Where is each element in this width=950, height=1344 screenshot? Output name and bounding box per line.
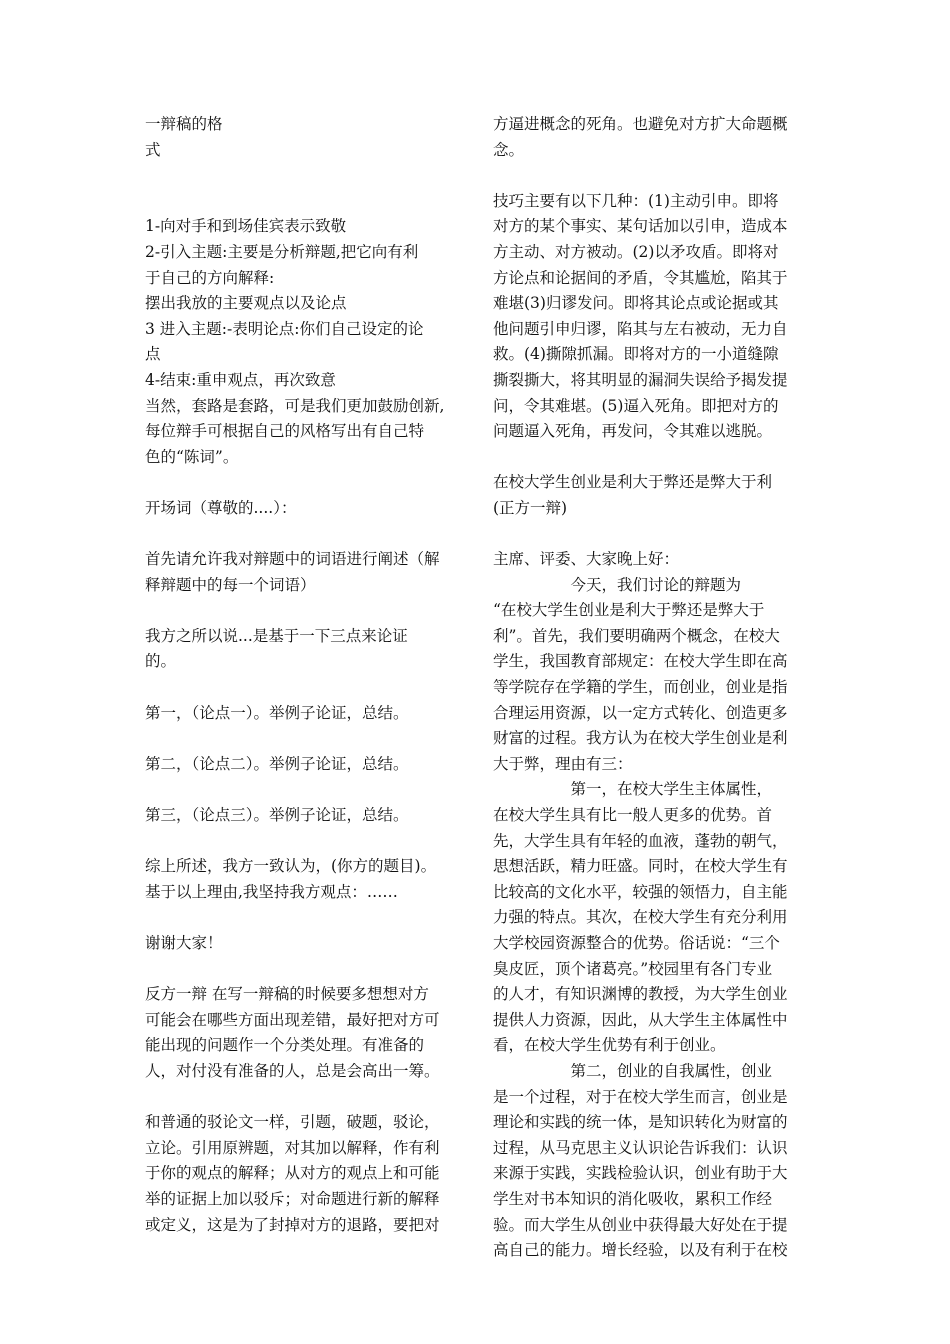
left-column-text-line: 3 进入主题:-表明论点:你们自己设定的论: [145, 319, 424, 338]
right-column-text-line: 等学院存在学籍的学生，而创业，创业是指: [493, 678, 788, 697]
left-column-blank-line: [145, 1085, 463, 1111]
left-column-text-line: 2-引入主题:主要是分析辩题,把它向有利: [145, 242, 419, 261]
right-column-text-line: 学生，我国教育部规定：在校大学生即在高: [493, 652, 788, 671]
right-column-text-line: 合理运用资源，以一定方式转化、创造更多: [493, 703, 788, 722]
left-column-text-line: 我方之所以说...是基于一下三点来论证: [145, 626, 408, 645]
left-column-text-line: 第三，（论点三）。举例子论证，总结。: [145, 806, 409, 825]
right-column-text-line: 学生对书本知识的消化吸收，累积工作经: [493, 1189, 773, 1208]
left-column-text-line: 和普通的驳论文一样，引题，破题，驳论，: [145, 1113, 440, 1132]
left-column-text-line: 综上所述，我方一致认为，(你方的题目)。: [145, 857, 437, 876]
right-column-text-line: 先，大学生具有年轻的血液，蓬勃的朝气，: [493, 831, 788, 850]
right-column-text-line: 第一，在校大学生主体属性，: [493, 780, 773, 799]
left-column-text-line: 或定义，这是为了封掉对方的退路，要把对: [145, 1215, 440, 1234]
left-column-text-line: 1-向对手和到场佳宾表示致敬: [145, 217, 347, 236]
left-column-blank-line: [145, 829, 463, 855]
right-column-text-line: 方主动、对方被动。(2)以矛攻盾。即将对: [493, 242, 779, 261]
right-column-text-line: 的人才，有知识渊博的教授，为大学生创业: [493, 985, 788, 1004]
right-column-text-line: 对方的某个事实、某句话加以引申，造成本: [493, 217, 788, 236]
right-column-text-line: (正方一辩): [493, 498, 568, 517]
left-column-text-line: 色的“陈词”。: [145, 447, 239, 466]
left-column-text-line: 第二，（论点二）。举例子论证，总结。: [145, 754, 409, 773]
left-column-text-line: 第一，（论点一）。举例子论证，总结。: [145, 703, 409, 722]
right-column-text-line: 验。而大学生从创业中获得最大好处在于提: [493, 1215, 788, 1234]
right-column-text-line: 理论和实践的统一体，是知识转化为财富的: [493, 1113, 788, 1132]
right-column-text-line: 大学校园资源整合的优势。俗话说：“三个: [493, 934, 780, 952]
left-column-text-line: 立论。引用原辨题，对其加以解释，作有利: [145, 1138, 440, 1157]
left-column-blank-line: [145, 470, 463, 496]
right-column-text-line: 利”。首先，我们要明确两个概念，在校大: [493, 626, 780, 645]
left-column-blank-line: [145, 726, 463, 752]
right-column-text-line: 思想活跃，精力旺盛。同时，在校大学生有: [493, 857, 788, 876]
right-column-text-line: 比较高的文化水平，较强的领悟力，自主能: [493, 882, 788, 901]
right-text-column: [493, 112, 813, 1264]
right-column-text-line: 在校大学生创业是利大于弊还是弊大于利: [493, 473, 773, 492]
right-column-blank-line: [493, 163, 813, 189]
left-column-text-line: 谢谢大家！: [145, 934, 223, 952]
right-column-text-line: 财富的过程。我方认为在校大学生创业是利: [493, 729, 788, 748]
left-column-text-line: 反方一辩 在写一辩稿的时候要多想想对方: [145, 985, 429, 1004]
right-column-blank-line: [493, 445, 813, 471]
left-column-text-line: 可能会在哪些方面出现差错，最好把对方可: [145, 1010, 440, 1029]
left-column-blank-line: [145, 163, 463, 189]
right-column-text-line: 念。: [493, 140, 525, 159]
right-column-text-line: 主席、评委、大家晚上好：: [493, 550, 680, 569]
right-column-text-line: 技巧主要有以下几种：(1)主动引申。即将: [493, 191, 779, 210]
left-column-text-line: 当然，套路是套路，可是我们更加鼓励创新,: [145, 396, 445, 415]
right-column-text-line: 过程，从马克思主义认识论告诉我们：认识: [493, 1138, 788, 1157]
right-column-text-line: 方逼进概念的死角。也避免对方扩大命题概: [493, 115, 788, 133]
right-column-text-line: 问，令其难堪。(5)逼入死角。即把对方的: [493, 396, 779, 415]
left-column-blank-line: [145, 189, 463, 215]
left-column-text-line: 点: [145, 345, 161, 364]
right-column-text-line: 高自己的能力。增长经验，以及有利于在校: [493, 1241, 788, 1260]
right-column-text-line: 问题逼入死角，再发问，令其难以逃脱。: [493, 422, 773, 441]
left-column-text-line: 首先请允许我对辩题中的词语进行阐述（解: [145, 550, 440, 569]
right-column-text-line: 第二，创业的自我属性，创业: [493, 1061, 773, 1080]
left-column-text-line: 每位辩手可根据自己的风格写出有自己特: [145, 422, 425, 441]
right-column-text-line: “在校大学生创业是利大于弊还是弊大于: [493, 601, 765, 620]
right-column-text-line: 难堪(3)归谬发问。即将其论点或论据或其: [493, 294, 779, 313]
right-column-blank-line: [493, 522, 813, 548]
left-column-text-line: 4-结束:重申观点，再次致意: [145, 370, 336, 389]
right-column-text-line: 今天，我们讨论的辩题为: [493, 575, 742, 594]
left-column-text-line: 人，对付没有准备的人，总是会高出一筹。: [145, 1061, 440, 1080]
left-column-blank-line: [145, 598, 463, 624]
left-column-text-line: 开场词（尊敬的....）：: [145, 498, 297, 517]
right-column-text-line: 撕裂撕大，将其明显的漏洞失误给予揭发提: [493, 370, 788, 389]
left-column-blank-line: [145, 522, 463, 548]
right-column-text-line: 看，在校大学生优势有利于创业。: [493, 1036, 726, 1055]
left-text-column: [145, 112, 463, 1238]
left-column-text-line: 于自己的方向解释:: [145, 268, 275, 287]
left-column-blank-line: [145, 957, 463, 983]
right-column-text-line: 他问题引申归谬，陷其与左右被动，无力自: [493, 319, 788, 338]
left-column-text-line: 能出现的问题作一个分类处理。有准备的: [145, 1036, 425, 1055]
left-column-text-line: 举的证据上加以驳斥；对命题进行新的解释: [145, 1189, 440, 1208]
left-column-text-line: 释辩题中的每一个词语）: [145, 575, 316, 594]
left-column-text-line: 式: [145, 140, 161, 159]
left-column-text-line: 的。: [145, 652, 177, 671]
left-column-text-line: 于你的观点的解释；从对方的观点上和可能: [145, 1164, 440, 1183]
right-column-text-line: 是一个过程，对于在校大学生而言，创业是: [493, 1087, 788, 1106]
right-column-text-line: 臭皮匠，顶个诸葛亮。”校园里有各门专业: [493, 959, 773, 978]
left-column-text-line: 摆出我放的主要观点以及论点: [145, 294, 347, 313]
left-column-blank-line: [145, 777, 463, 803]
right-column-text-line: 救。(4)撕隙抓漏。即将对方的一小道缝隙: [493, 345, 779, 364]
left-column-blank-line: [145, 675, 463, 701]
right-column-text-line: 力强的特点。其次，在校大学生有充分利用: [493, 908, 788, 927]
left-column-blank-line: [145, 905, 463, 931]
left-column-text-line: 一辩稿的格: [145, 115, 223, 133]
left-column-text-line: 基于以上理由,我坚持我方观点：……: [145, 882, 398, 901]
right-column-text-line: 来源于实践，实践检验认识，创业有助于大: [493, 1164, 788, 1183]
right-column-text-line: 方论点和论据间的矛盾，令其尴尬，陷其于: [493, 268, 788, 287]
right-column-text-line: 在校大学生具有比一般人更多的优势。首: [493, 806, 773, 825]
right-column-text-line: 大于弊，理由有三：: [493, 754, 633, 773]
right-column-text-line: 提供人力资源，因此，从大学生主体属性中: [493, 1010, 788, 1029]
